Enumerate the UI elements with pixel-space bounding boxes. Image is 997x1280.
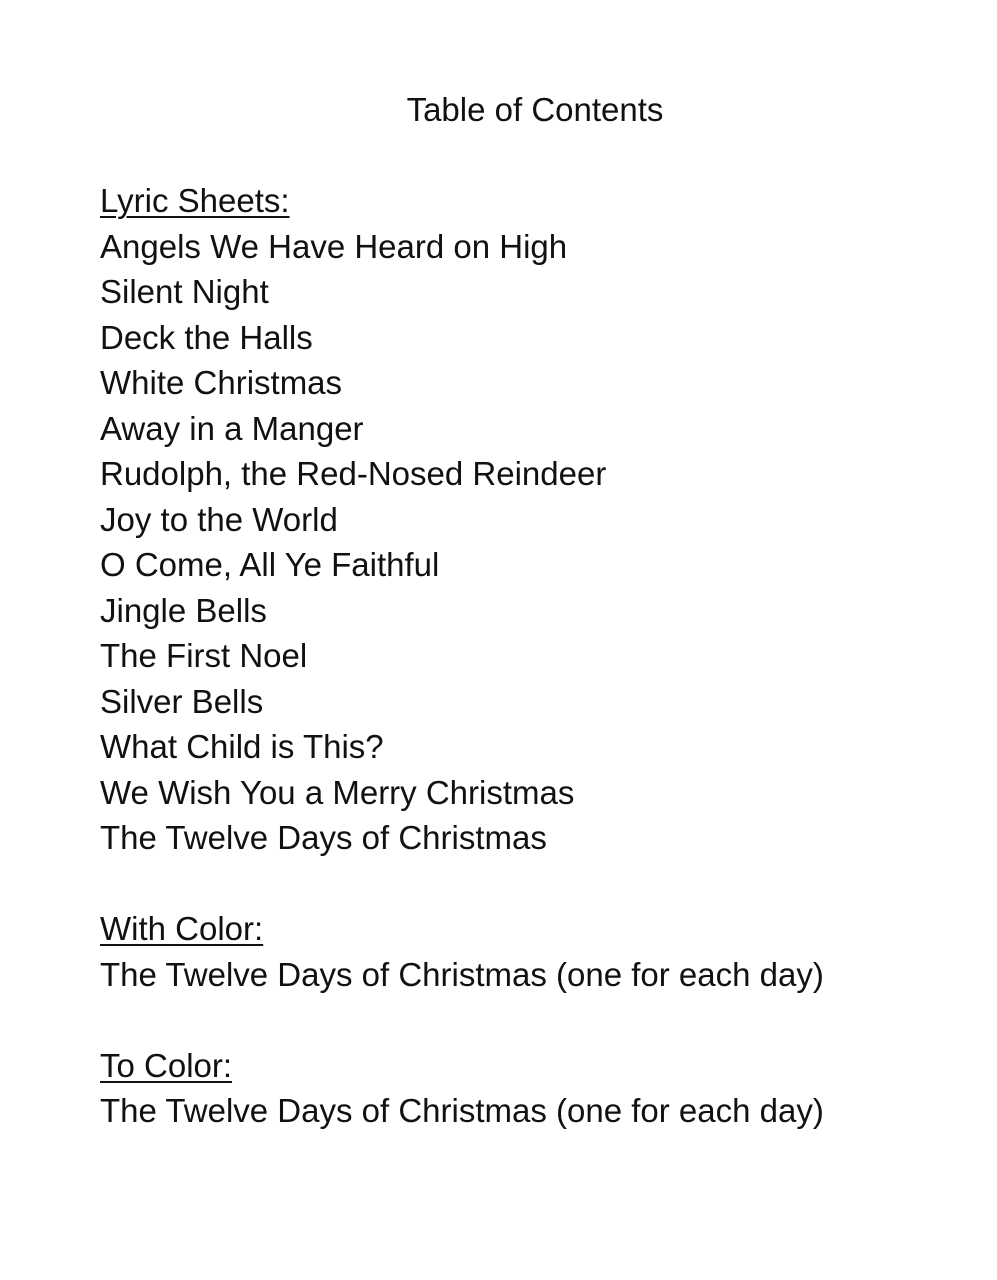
list-item: O Come, All Ye Faithful (100, 546, 440, 583)
section-heading: To Color: (100, 1046, 233, 1084)
song-list (100, 224, 960, 861)
section-with-color (100, 906, 960, 997)
section-spacer (100, 997, 960, 1043)
list-item: The First Noel (100, 637, 308, 674)
list-item: The Twelve Days of Christmas (100, 819, 547, 856)
list-item: Rudolph, the Red-Nosed Reindeer (100, 455, 607, 492)
list-item: Away in a Manger (100, 409, 364, 447)
list-item: The Twelve Days of Christmas (one for each day) (100, 1092, 824, 1129)
list-item: Silent Night (100, 273, 269, 310)
list-item: Angels We Have Heard on High (100, 227, 568, 265)
list-item: What Child is This? (100, 728, 384, 765)
section-heading: With Color: (100, 910, 264, 947)
list-item: Jingle Bells (100, 591, 267, 629)
list-item: Silver Bells (100, 682, 264, 720)
list-item: White Christmas (100, 364, 343, 401)
page-title: Table of Contents (406, 91, 664, 128)
list-item: The Twelve Days of Christmas (one for each day) (100, 955, 824, 993)
list-item: Deck the Halls (100, 318, 313, 356)
section-lyric-sheets (100, 178, 960, 861)
song-list (100, 1088, 960, 1134)
list-item: Joy to the World (100, 500, 338, 538)
section-spacer (100, 861, 960, 907)
song-list (100, 952, 960, 998)
toc-content (100, 178, 960, 1134)
section-to-color (100, 1043, 960, 1134)
list-item: We Wish You a Merry Christmas (100, 773, 575, 811)
section-heading: Lyric Sheets: (100, 182, 290, 219)
